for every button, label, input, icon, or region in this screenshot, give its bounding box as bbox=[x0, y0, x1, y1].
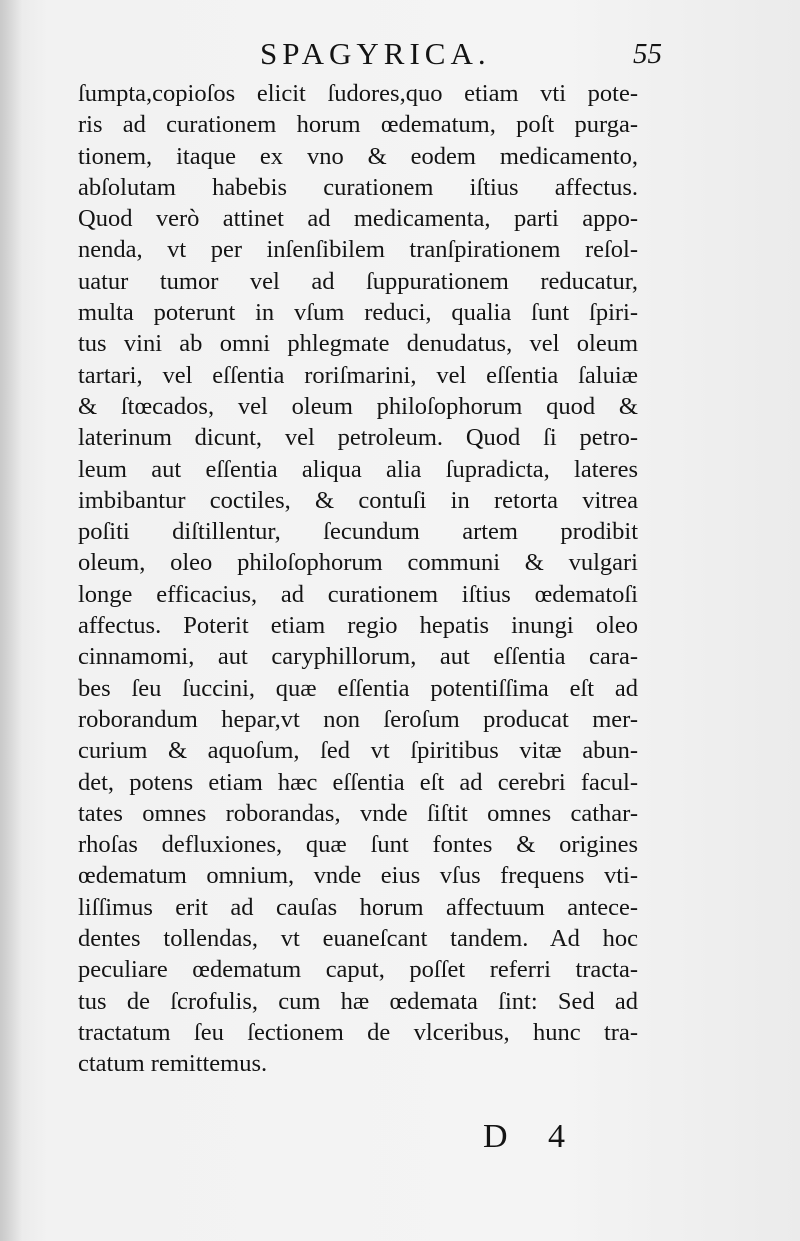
text-line: imbibantur coctiles, & contuſi in retorta vitrea bbox=[78, 486, 638, 514]
page-number: 55 bbox=[633, 38, 662, 70]
text-line: peculiare œdematum caput, poſſet referri tracta- bbox=[78, 956, 638, 984]
text-line: affectus. Poterit etiam regio hepatis inungi oleo bbox=[78, 612, 638, 640]
text-line: abſolutam habebis curationem iſtius affectus. bbox=[78, 173, 638, 201]
text-line: dentes tollendas, vt euaneſcant tandem. Ad hoc bbox=[78, 925, 638, 953]
text-line: longe efficacius, ad curationem iſtius œdematoſi bbox=[78, 580, 638, 608]
text-line: Quod verò attinet ad medicamenta, parti appo- bbox=[78, 205, 638, 233]
text-line: tus vini ab omni phlegmate denudatus, vel oleum bbox=[78, 330, 638, 358]
text-line: poſiti diſtillentur, ſecundum artem prodibit bbox=[78, 518, 638, 546]
text-line: leum aut eſſentia aliqua alia ſupradicta, lateres bbox=[78, 455, 638, 483]
text-line: bes ſeu ſuccini, quæ eſſentia potentiſſima eſt ad bbox=[78, 674, 638, 702]
text-line: curium & aquoſum, ſed vt ſpiritibus vitæ abun- bbox=[78, 737, 638, 765]
running-title: SPAGYRICA. bbox=[260, 36, 491, 71]
text-line: tates omnes roborandas, vnde ſiſtit omnes cathar- bbox=[78, 799, 638, 827]
text-line: laterinum dicunt, vel petroleum. Quod ſi petro- bbox=[78, 424, 638, 452]
text-line: uatur tumor vel ad ſuppurationem reducatur, bbox=[78, 267, 638, 295]
text-line: liſſimus erit ad cauſas horum affectuum antece- bbox=[78, 893, 638, 921]
text-line: nenda, vt per inſenſibilem tranſpirationem reſol- bbox=[78, 236, 638, 264]
text-line: tartari, vel eſſentia roriſmarini, vel eſſentia ſaluiæ bbox=[78, 361, 638, 389]
text-line: tionem, itaque ex vno & eodem medicamento, bbox=[78, 142, 638, 170]
text-line: ris ad curationem horum œdematum, poſt purga- bbox=[78, 111, 638, 139]
text-line: roborandum hepar,vt non ſeroſum producat mer- bbox=[78, 705, 638, 733]
text-line: oleum, oleo philoſophorum communi & vulgari bbox=[78, 549, 638, 577]
text-line: tus de ſcrofulis, cum hæ œdemata ſint: Sed ad bbox=[78, 987, 638, 1015]
text-line: œdematum omnium, vnde eius vſus frequens vti- bbox=[78, 862, 638, 890]
gutter-shadow bbox=[0, 0, 22, 1241]
body-text bbox=[78, 78, 638, 1080]
running-head bbox=[240, 34, 662, 74]
text-line: det, potens etiam hæc eſſentia eſt ad cerebri facul- bbox=[78, 768, 638, 796]
signature-mark: D 4 bbox=[483, 1118, 582, 1155]
text-line: cinnamomi, aut caryphillorum, aut eſſentia cara- bbox=[78, 643, 638, 671]
text-line: & ſtœcados, vel oleum philoſophorum quod & bbox=[78, 392, 638, 420]
text-line: ſumpta,copioſos elicit ſudores,quo etiam vti pote- bbox=[78, 80, 638, 107]
text-line: multa poterunt in vſum reduci, qualia ſunt ſpiri- bbox=[78, 299, 638, 327]
text-line: rhoſas defluxiones, quæ ſunt fontes & origines bbox=[78, 831, 638, 859]
text-line: tractatum ſeu ſectionem de vlceribus, hunc tra- bbox=[78, 1018, 638, 1046]
text-line: ctatum remittemus. bbox=[78, 1050, 268, 1078]
